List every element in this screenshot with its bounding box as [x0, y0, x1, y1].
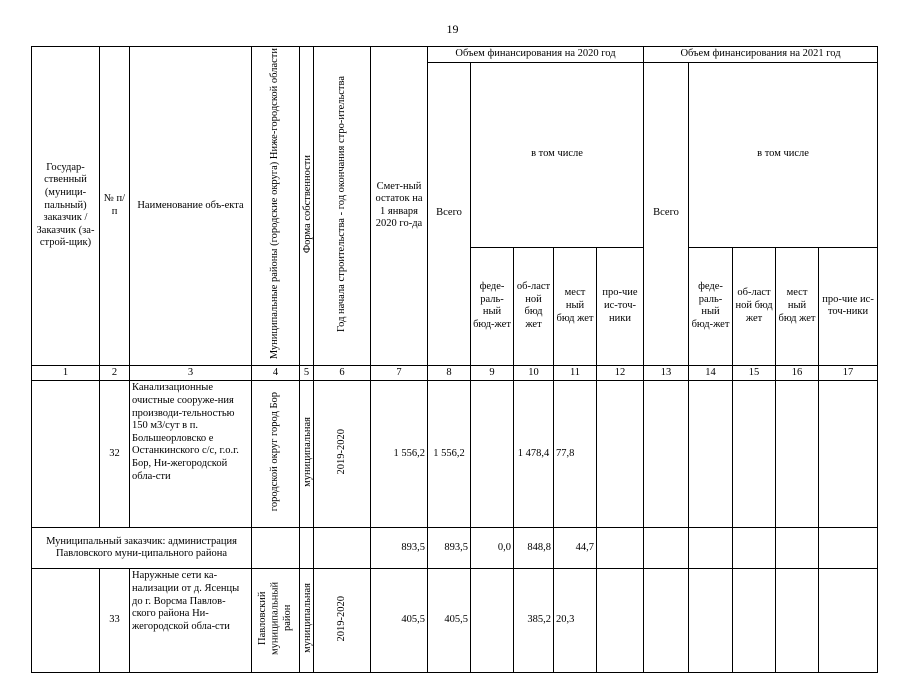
header-row-1 — [32, 47, 878, 63]
row-number: 32 — [100, 381, 130, 528]
row-district-cell — [252, 381, 300, 528]
column-number: 16 — [776, 365, 819, 381]
row-other-2020 — [597, 381, 644, 528]
summary-local-2021 — [776, 528, 819, 569]
column-number: 8 — [428, 365, 471, 381]
row-estimate: 405,5 — [371, 569, 428, 673]
row-local-2021 — [776, 569, 819, 673]
row-regional-2020: 1 478,4 — [514, 381, 554, 528]
column-number: 2 — [100, 365, 130, 381]
financing-table — [31, 46, 878, 673]
row-other-2021 — [819, 381, 878, 528]
row-federal-2021 — [689, 381, 733, 528]
summary-total-2021 — [644, 528, 689, 569]
row-local-2021 — [776, 381, 819, 528]
row-total-2020: 1 556,2 — [428, 381, 471, 528]
summary-total-2020: 893,5 — [428, 528, 471, 569]
header-number: № п/п — [100, 47, 130, 366]
header-local-2021: мест ный бюд жет — [776, 247, 819, 365]
row-ownership-cell — [300, 569, 314, 673]
row-years: 2019-2020 — [335, 595, 347, 642]
summary-federal-2021 — [689, 528, 733, 569]
header-other-2021: про-чие ис-точ-ники — [819, 247, 878, 365]
summary-regional-2021 — [733, 528, 776, 569]
column-number: 4 — [252, 365, 300, 381]
header-estimate: Смет-ный остаток на 1 января 2020 го-да — [371, 47, 428, 366]
row-customer-cell — [32, 381, 100, 528]
header-districts-cell — [252, 47, 300, 366]
row-federal-2020 — [471, 381, 514, 528]
header-ownership: Форма собственности — [302, 154, 313, 253]
row-ownership: муниципальная — [302, 417, 313, 487]
header-other-2020: про-чие ис-точ-ники — [597, 247, 644, 365]
row-district: Павловский муниципальный район — [256, 581, 293, 655]
row-federal-2021 — [689, 569, 733, 673]
column-number: 14 — [689, 365, 733, 381]
header-total-2021: Всего — [644, 62, 689, 365]
column-number: 1 — [32, 365, 100, 381]
header-object-name: Наименование объ-екта — [130, 47, 252, 366]
header-regional-2020: об-ласт ной бюд жет — [514, 247, 554, 365]
row-other-2021 — [819, 569, 878, 673]
row-regional-2020: 385,2 — [514, 569, 554, 673]
summary-estimate: 893,5 — [371, 528, 428, 569]
header-districts: Муниципальные районы (городские округа) Ниже-городской области — [269, 48, 281, 360]
header-years: Год начала строительства - год окончания стро-ительства — [335, 75, 347, 332]
summary-regional-2020: 848,8 — [514, 528, 554, 569]
table-row-summary — [32, 528, 878, 569]
column-number: 5 — [300, 365, 314, 381]
column-number: 6 — [314, 365, 371, 381]
header-federal-2020: феде-раль-ный бюд-жет — [471, 247, 514, 365]
row-object-name: Наружные сети ка-нализации от д. Ясенцы до г. Ворсма Павлов-ского района Ни-жегородской обла-сти — [130, 569, 252, 673]
row-regional-2021 — [733, 381, 776, 528]
column-number: 12 — [597, 365, 644, 381]
row-district: городской округ город Бор — [269, 392, 281, 512]
row-regional-2021 — [733, 569, 776, 673]
row-local-2020: 77,8 — [554, 381, 597, 528]
column-numbers-row — [32, 365, 878, 381]
header-customer: Государ-ственный (муници-пальный) заказчик /Заказчик (за-строй-щик) — [32, 47, 100, 366]
header-including-2020: в том числе — [471, 62, 644, 247]
summary-other-2020 — [597, 528, 644, 569]
table-row — [32, 569, 878, 673]
summary-federal-2020: 0,0 — [471, 528, 514, 569]
summary-local-2020: 44,7 — [554, 528, 597, 569]
row-other-2020 — [597, 569, 644, 673]
row-object-name: Канализационные очистные сооруже-ния производи-тельностью 150 м3/сут в п. Большеорловско е Останкинского с/с, г.о.г. Бор, Ни-жегородской обла-сти — [130, 381, 252, 528]
table-row — [32, 381, 878, 528]
header-fin-2021: Объем финансирования на 2021 год — [644, 47, 878, 63]
summary-years-cell — [314, 528, 371, 569]
row-total-2021 — [644, 569, 689, 673]
row-customer-cell — [32, 569, 100, 673]
header-years-cell — [314, 47, 371, 366]
row-years: 2019-2020 — [335, 429, 347, 475]
summary-ownership-cell — [300, 528, 314, 569]
row-years-cell — [314, 569, 371, 673]
column-number: 10 — [514, 365, 554, 381]
row-total-2021 — [644, 381, 689, 528]
row-ownership: муниципальная — [302, 583, 313, 654]
column-number: 17 — [819, 365, 878, 381]
column-number: 15 — [733, 365, 776, 381]
row-estimate: 1 556,2 — [371, 381, 428, 528]
summary-district-cell — [252, 528, 300, 569]
header-total-2020: Всего — [428, 62, 471, 365]
summary-label: Муниципальный заказчик: администрация Павловского муни-ципального района — [32, 528, 252, 569]
row-years-cell — [314, 381, 371, 528]
summary-other-2021 — [819, 528, 878, 569]
row-district-cell — [252, 569, 300, 673]
header-local-2020: мест ный бюд жет — [554, 247, 597, 365]
column-number: 3 — [130, 365, 252, 381]
column-number: 9 — [471, 365, 514, 381]
header-federal-2021: феде-раль-ный бюд-жет — [689, 247, 733, 365]
header-regional-2021: об-ласт ной бюд жет — [733, 247, 776, 365]
header-fin-2020: Объем финансирования на 2020 год — [428, 47, 644, 63]
column-number: 7 — [371, 365, 428, 381]
row-number: 33 — [100, 569, 130, 673]
row-federal-2020 — [471, 569, 514, 673]
row-total-2020: 405,5 — [428, 569, 471, 673]
header-ownership-cell — [300, 47, 314, 366]
page-number: 19 — [446, 22, 459, 36]
row-ownership-cell — [300, 381, 314, 528]
column-number: 13 — [644, 365, 689, 381]
row-local-2020: 20,3 — [554, 569, 597, 673]
header-including-2021: в том числе — [689, 62, 878, 247]
column-number: 11 — [554, 365, 597, 381]
